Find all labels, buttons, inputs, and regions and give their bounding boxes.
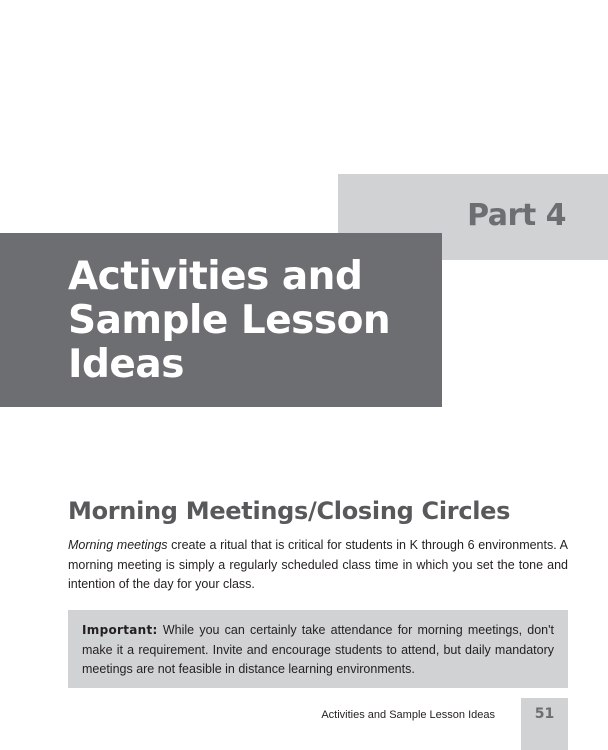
page-number-box <box>521 698 568 750</box>
chapter-title-banner <box>0 233 442 407</box>
intro-term: Morning meetings <box>68 538 168 552</box>
callout-label: Important: <box>82 623 158 637</box>
important-callout <box>68 610 568 688</box>
intro-paragraph <box>68 536 568 595</box>
callout-paragraph <box>82 621 554 680</box>
callout-text: While you can certainly take attendance for morning meetings, don't make it a requirement. Invite and encourage students to attend, but daily mandatory meetings are not feasible in distance learning environments. <box>82 623 554 676</box>
chapter-title: Activities and Sample Lesson Ideas <box>68 254 391 387</box>
running-footer-title: Activities and Sample Lesson Ideas <box>321 709 495 721</box>
section-heading: Morning Meetings/Closing Circles <box>68 497 511 525</box>
page-number: 51 <box>534 706 555 722</box>
intro-text: create a ritual that is critical for students in K through 6 environments. A morning meeting is simply a regularly scheduled class time in which you set the tone and intention of the day for your class. <box>68 538 568 591</box>
part-label: Part 4 <box>467 198 566 233</box>
